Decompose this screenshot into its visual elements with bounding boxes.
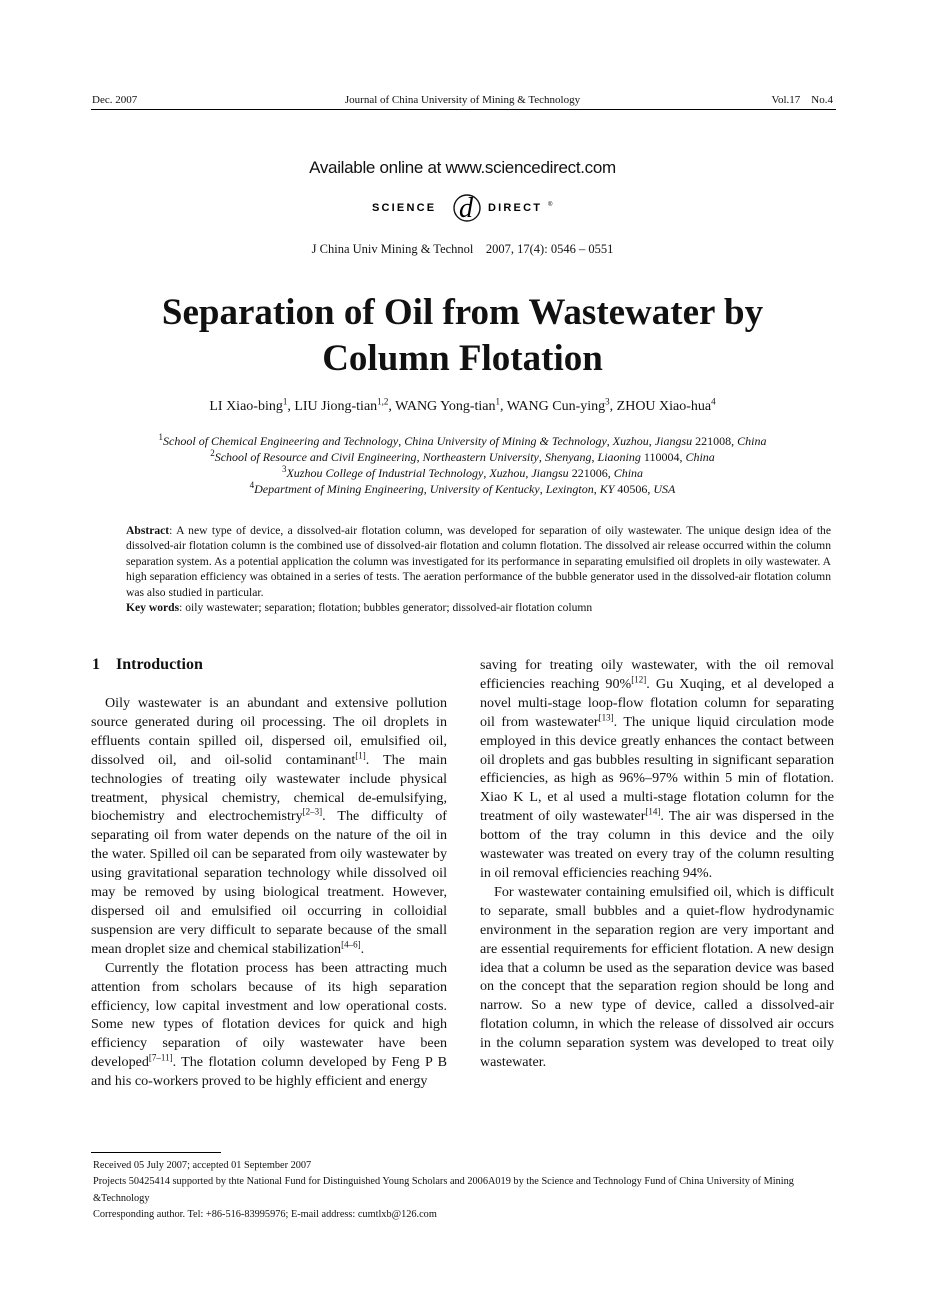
header-date: Dec. 2007 [92,94,138,106]
citation-ref: [7–11] [148,1052,173,1063]
citation-ref: [13] [598,712,614,723]
body-column-left [91,694,447,1091]
author-list: LI Xiao-bing$^1$, LIU Jiong-tian$^{1,2}$, WANG Yong-tian$^1$, WANG Cun-ying$^3$, ZHOU Xiao-hua$^4$ [209,396,716,414]
svg-text:®: ® [548,202,553,208]
affiliations [0,433,925,497]
sciencedirect-logo-mark [372,188,562,228]
paragraph: saving for treating oily wastewater, with the oil removal efficiencies reaching 90%[12]. Gu Xuqing, et al developed a novel multi-stage loop-flow flotation column for separating oil from wastewater[13]. The unique liquid circulation mode employed in this device greatly enhances the contact between oil droplets and gas bubbles resulting in significant separation efficiencies, as high as 96%–97% within 5 min of flotation. Xiao K L, et al used a multi-stage flotation column for the treatment of oily wastewater[14]. The air was dispersed in the bottom of the tray column in this device and the oily wastewater was treated on every tray of the column resulting in oil removal efficiencies reaching 94%. [480,657,834,881]
header-volume: Vol.17 No.4 [771,94,833,106]
title-line-2: Column Flotation [322,338,603,379]
footnote-projects: Projects 50425414 supported by thte National Fund for Distinguished Young Scholars and 2006A019 by the Science and Technology Fund of China University of Mining &Technology [93,1176,794,1204]
author: WANG Yong-tian [395,399,496,414]
affiliation-1: $^1$School of Chemical Engineering and Technology, China University of Mining & Technology, Xuzhou, Jiangsu 221008, China [158,432,767,448]
abstract-text: Abstract: A new type of device, a dissolved-air flotation column, was developed for separation of oily wastewater. The unique design idea of the dissolved-air flotation column is the combined use of dissolved-air flotation and column flotation. The dissolved air release occurred within the column separation system. As a potential application the column was investigated for its performance in separating emulsified oil droplets in oily wastewater. A high separation efficiency was obtained in a series of tests. The aeration performance of the bubble generator used in the dissolved-air flotation column was also studied in particular. [126,524,831,599]
logo-left-word: SCIENCE [372,202,437,214]
keywords-label: Key words [126,601,180,615]
abstract-block [126,523,831,615]
paragraph: For wastewater containing emulsified oil, which is difficult to separate, small bubbles and a quiet-flow hydrodynamic environment in the separation region are very important and are essential requirements for efficient flotation. A new design idea that a column be used as the separation device was based on the concept that the separation region should be long and narrow. So a new type of device, called a dissolved-air flotation column, in which the release of dissolved air occurs in the column separation system was developed to treat oily wastewater. [480,883,834,1071]
citation-line: J China Univ Mining & Technol 2007, 17(4): 0546 – 0551 [311,242,614,256]
affiliation-2: $^2$School of Resource and Civil Engineering, Northeastern University, Shenyang, Liaoning 110004, China [210,448,715,464]
paper-title [0,290,925,382]
logo-d-mark: d [459,193,473,224]
affiliation-4: $^4$Department of Mining Engineering, University of Kentucky, Lexington, KY 40506, USA [249,480,676,496]
citation-ref: [1] [355,750,366,761]
paragraph: Currently the flotation process has been attracting much attention from scholars because of its high separation efficiency, low capital investment and low operational costs. Some new types of flotation devices for quick and high efficiency separation of oily wastewater have been developed[7–11]. The flotation column developed by Feng P B and his co-workers proved to be highly efficient and energy [91,959,447,1090]
citation-ref: [14] [645,806,661,817]
header-rule [91,109,836,110]
author: ZHOU Xiao-hua [616,399,712,414]
citation-ref: [4–6] [341,939,361,950]
author: LI Xiao-bing [209,399,283,414]
sciencedirect-logo [372,188,562,228]
affiliation-3: $^3$Xuzhou College of Industrial Technology, Xuzhou, Jiangsu 221006, China [281,464,644,480]
footnote-rule [91,1152,221,1153]
available-online-text: Available online at www.sciencedirect.com [309,158,616,177]
keywords: Key words: oily wastewater; separation; flotation; bubbles generator; dissolved-air flotation column [126,601,593,615]
section-heading: 1 Introduction [92,656,203,673]
paragraph: Oily wastewater is an abundant and extensive pollution source generated during oil processing. The oil droplets in effluents contain spilled oil, dispersed oil, emulsified oil, dissolved oil, and oil-solid contaminant[1]. The main technologies of treating oily wastewater include physical treatment, physical chemistry, chemical de-emulsifying, biochemistry and electrochemistry[2–3]. The difficulty of separating oil from water depends on the nature of the oil in the water. Spilled oil can be separated from oily wastewater by using gravitational separation technology while dissolved oil may be removed by using biological treatment. However, dispersed oil and emulsified oil occurring in colloidial suspension are very difficult to separate because of the small mean droplet size and chemical stabilization[4–6]. [91,695,447,957]
title-line-1: Separation of Oil from Wastewater by [161,292,764,333]
body-column-right [480,656,834,1072]
logo-right-word: DIRECT [488,202,543,214]
footnote-received: Received 05 July 2007; accepted 01 September 2007 [93,1160,312,1171]
citation-ref: [2–3] [302,806,323,817]
author: LIU Jiong-tian [294,399,378,414]
footnote-corresponding: Corresponding author. Tel: +86-516-83995976; E-mail address: cumtlxb@126.com [93,1209,437,1220]
abstract-label: Abstract [126,524,170,537]
header-journal: Journal of China University of Mining & Technology [344,94,581,106]
citation-ref: [12] [631,674,647,685]
author: WANG Cun-ying [506,399,606,414]
